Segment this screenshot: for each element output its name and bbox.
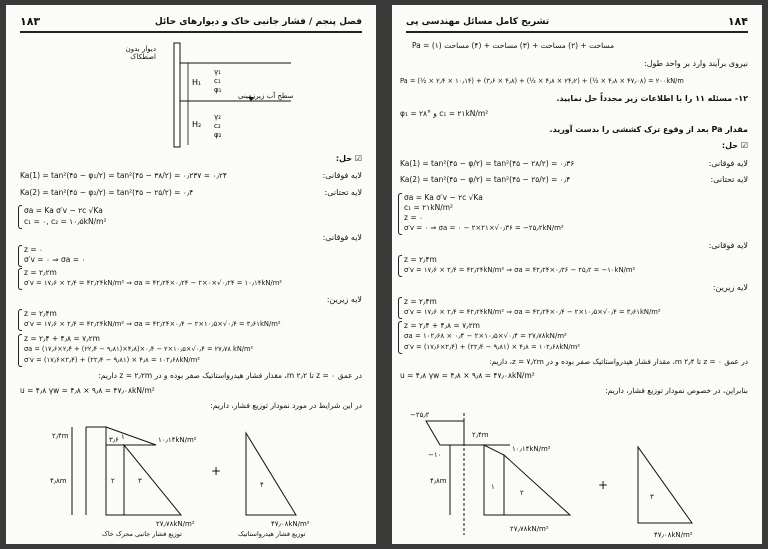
region-2 <box>106 445 124 515</box>
tension-zone <box>426 421 464 445</box>
right-bottom-layer-label: لایه زیرین: <box>712 283 748 292</box>
bottom-phi: φ₂ <box>214 131 222 139</box>
left-eq3b: σ′v = ۱۷٫۶ × ۲٫۴ = ۴۲٫۲۴kN/m² ⇒ σa = ۴۲٫۲۴×۰٫۲۴ − ۲×۰×√۰٫۲۴ = ۱۰٫۱۴kN/m² <box>24 279 283 287</box>
region-3-hydrostatic <box>638 447 692 523</box>
left-eq2a: z = ۰ <box>24 245 44 254</box>
left-eq5b: σa = (۱۷٫۶×۲٫۴ + (۲۲٫۴ − ۹٫۸۱)×۴٫۸)×۰٫۴ − ۲×۱۰٫۵×√۰٫۴ = ۲۷٫۷۸ kN/m² <box>24 345 254 353</box>
left-pressure-diagram <box>6 5 376 544</box>
right-val-top: ۱۰٫۱۴kN/m² <box>512 445 551 453</box>
right-water-note: در عمق z = ۰ تا ۲٫۴ m، مقدار فشار هیدرواستاتیک صفر بوده و در z = ۷٫۲m، داریم: <box>489 357 748 366</box>
left-caption-hydro: توزیع فشار هیدرواستاتیک <box>238 530 306 538</box>
left-eq1b: c₁ = ۰, c₂ = ۱۰٫۵kN/m² <box>24 217 107 226</box>
bottom-cohesion: c₂ <box>214 122 221 130</box>
right-eq1d: σ′v = ۰ ⇒ σa = ۰ − ۲×۲۱×√۰٫۳۶ = −۲۵٫۲kN/m² <box>404 224 564 232</box>
right-val-u: ۴۷٫۰۸kN/m² <box>654 531 693 539</box>
right-eq1b: c₁ = ۲۱kN/m² <box>404 203 454 212</box>
left-bottom-layer-label: لایه زیرین: <box>326 295 362 304</box>
region-2 <box>504 455 570 515</box>
right-page-number: ۱۸۴ <box>727 15 748 28</box>
plus-sign: + <box>598 478 609 492</box>
left-top-layer-label: لایه فوقانی: <box>322 233 362 242</box>
right-task: مقدار Pa بعد از وقوع ترک کششی را بدست آورید. <box>549 125 748 134</box>
right-page <box>392 5 762 544</box>
right-eq2b: σ′v = ۱۷٫۶ × ۲٫۴ = ۴۲٫۲۴kN/m² ⇒ σa = ۴۲٫۲۴×۰٫۳۶ − ۲۵٫۲ = −۱۰kN/m² <box>404 266 636 274</box>
checkbox-icon: ☑ <box>354 154 362 163</box>
right-top-layer-label: لایه فوقانی: <box>708 241 748 250</box>
h1-label: H₁ <box>192 78 202 87</box>
left-ka2-eq: Ka(2) = tan²(۴۵ − φ₂/۲) = tan²(۴۵ − ۲۵/۲) = ۰٫۴ <box>20 188 194 197</box>
region-3-label: ۳ <box>138 477 142 485</box>
right-eq3a: z = ۲٫۴m <box>404 297 437 306</box>
right-ka-label-bottom: لایه تحتانی: <box>710 175 748 184</box>
left-eq4a: z = ۲٫۴m <box>24 309 57 318</box>
top-cohesion: c₁ <box>214 77 221 85</box>
left-eq2b: σ′v = ۰ ⇒ σa = ۰ <box>24 255 86 264</box>
region-4-hydrostatic <box>246 433 296 515</box>
bottom-gamma: γ₂ <box>214 113 221 121</box>
right-ka1-eq: Ka(1) = tan²(۴۵ − φ/۲) = tan²(۴۵ − ۲۸/۲) = ۰٫۳۶ <box>400 159 575 168</box>
left-eq5c: σ′v = (۱۷٫۶×۲٫۴) + (۲۲٫۴ − ۹٫۸۱) × ۴٫۸ = ۱۰۲٫۶۸kN/m² <box>24 356 200 364</box>
left-chapter-title: فصل پنجم / فشار جانبی خاک و دیوارهای حائل <box>154 17 362 27</box>
right-eq4b: σa = ۱۰۲٫۶۸ × ۰٫۴ − ۲×۱۰٫۵×√۰٫۴ = ۲۷٫۷۸kN/m² <box>404 332 567 340</box>
left-ka1-eq: Ka(1) = tan²(۴۵ − φ₁/۲) = tan²(۴۵ − ۳۸/۲) = ۰٫۲۳۷ = ۰٫۲۴ <box>20 171 227 180</box>
region-3 <box>124 445 181 515</box>
right-eq1a: σa = Ka σ′v − ۲c √Ka <box>404 193 483 202</box>
right-eq3b: σ′v = ۱۷٫۶ × ۲٫۴ = ۴۲٫۲۴kN/m² ⇒ σa = ۴۲٫۲۴×۰٫۴ − ۲×۱۰٫۵×√۰٫۴ = ۳٫۶۱kN/m² <box>404 308 661 316</box>
checkbox-icon: ☑ <box>740 141 748 150</box>
top-gamma: γ₁ <box>214 68 221 76</box>
left-val-mid: ۳٫۶ <box>109 436 119 444</box>
left-val-bot: ۲۷٫۷۸kN/m² <box>156 520 195 528</box>
left-ka-label-top: لایه فوقانی: <box>322 171 362 180</box>
right-eq1c: z = ۰ <box>404 213 424 222</box>
left-val-top: ۱۰٫۱۴kN/m² <box>158 436 197 444</box>
left-dist-note: در این شرایط در مورد نمودار توزیع فشار، داریم: <box>210 401 362 410</box>
left-u-eq: u = ۴٫۸ γw = ۴٫۸ × ۹٫۸ = ۴۷٫۰۸kN/m² <box>20 386 155 395</box>
left-page <box>6 5 376 544</box>
right-force-note: نیروی برآیند وارد بر واحد طول: <box>644 59 748 68</box>
region-1-label: ۱ <box>121 433 125 441</box>
right-book-title: تشریح کامل مسائل مهندسی پی <box>406 17 550 27</box>
right-pressure-diagram <box>392 5 762 544</box>
right-val-neg2: −۱۰ <box>428 451 442 459</box>
left-caption-soil: توزیع فشار جانبی محرک خاک <box>102 530 182 538</box>
right-dim-bot: ۴٫۸m <box>430 477 447 485</box>
right-dist-note: بنابراین، در خصوص نمودار توزیع فشار، داریم: <box>605 386 748 395</box>
right-val-bot: ۲۷٫۷۸kN/m² <box>510 525 549 533</box>
right-val-neg: −۲۵٫۲ <box>410 411 430 419</box>
region-2-label: ۲ <box>111 477 115 485</box>
right-eq4a: z = ۲٫۴ + ۴٫۸ = ۷٫۲m <box>404 321 480 330</box>
right-problem: ۱۲- مسئله ۱۱ را با اطلاعات زیر مجدداً حل نمایید. <box>556 94 748 103</box>
region-1 <box>484 445 504 515</box>
region-4-label: ۴ <box>260 481 264 489</box>
right-pa-calc: Pa = (½ × ۲٫۴ × ۱۰٫۱۴) + (۳٫۶ × ۴٫۸) + (½ × ۴٫۸ × ۲۴٫۲) + (½ × ۴٫۸ × ۴۷٫۰۸) = ۲۰۰kN/m <box>400 77 684 85</box>
left-eq3a: z = ۲٫۲m <box>24 268 57 277</box>
left-val-u: ۴۷٫۰۸kN/m² <box>271 520 310 528</box>
left-eq5a: z = ۲٫۴ + ۴٫۸ = ۷٫۲m <box>24 334 100 343</box>
right-solution-heading: ☑ حل: <box>721 141 748 150</box>
right-u-eq: u = ۴٫۸ γw = ۴٫۸ × ۹٫۸ = ۴۷٫۰۸kN/m² <box>400 371 535 380</box>
left-eq4b: σ′v = ۱۷٫۶ × ۲٫۴ = ۴۲٫۲۴kN/m² ⇒ σa = ۴۲٫۲۴×۰٫۴ − ۲×۱۰٫۵×√۰٫۴ = ۳٫۶۱kN/m² <box>24 320 281 328</box>
left-dim-top: ۲٫۴m <box>52 432 69 440</box>
water-table-label: سطح آب زیرزمینی <box>238 92 294 100</box>
right-eq2a: z = ۲٫۴m <box>404 255 437 264</box>
right-ka-label-top: لایه فوقانی: <box>708 159 748 168</box>
right-eq4c: σ′v = (۱۷٫۶×۲٫۴) + (۲۲٫۴ − ۹٫۸۱) × ۴٫۸ = ۱۰۲٫۶۸kN/m² <box>404 343 580 351</box>
right-dim-top: ۲٫۴m <box>472 431 489 439</box>
left-dim-bot: ۴٫۸m <box>50 477 67 485</box>
left-ka-label-bottom: لایه تحتانی: <box>324 188 362 197</box>
region-2-label: ۲ <box>520 489 524 497</box>
left-solution-heading: ☑ حل: <box>335 154 362 163</box>
left-water-note: در عمق z = ۰ تا ۲٫۲ m، مقدار فشار هیدرواستاتیک صفر بوده و در z = ۲٫۲m داریم: <box>98 371 362 380</box>
region-3-label: ۳ <box>650 493 654 501</box>
top-phi: φ₁ <box>214 86 222 94</box>
wall-label: دیوار بدون اصطکاک <box>125 45 156 61</box>
region-1-label: ۱ <box>491 483 495 491</box>
right-ka2-eq: Ka(2) = tan²(۴۵ − φ/۲) = tan²(۴۵ − ۲۵/۲) = ۰٫۴ <box>400 175 571 184</box>
left-eq1a: σa = Ka σ′v − ۲c √Ka <box>24 206 103 215</box>
plus-sign: + <box>211 464 222 478</box>
right-given: φ₁ = ۲۸° و c₁ = ۲۱kN/m² <box>400 109 489 118</box>
h2-label: H₂ <box>192 120 202 129</box>
left-page-number: ۱۸۳ <box>20 15 41 28</box>
right-pa-eq: Pa = (۱) مساحت + (۲) مساحت + (۳) مساحت + (۴) مساحت <box>412 41 615 50</box>
